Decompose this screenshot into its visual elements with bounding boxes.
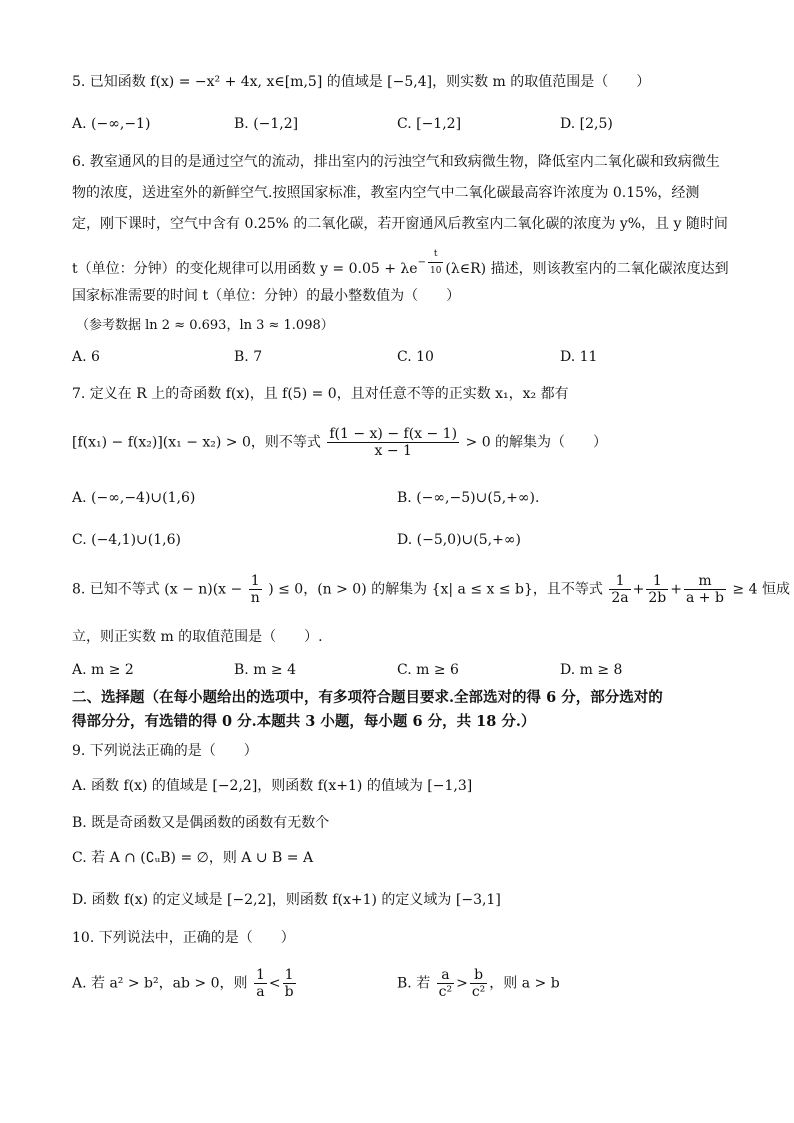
q6-line-4-text-a: t（单位：分钟）的变化规律可以用函数 y = 0.05 + λe bbox=[72, 261, 418, 277]
q10-option-b: B. 若 $\frac{a}{\text{c²}}$ > $\frac{b}{\text{c²}}$ ，则 a > b bbox=[397, 967, 560, 1000]
q10-b-frac-1-den: c² bbox=[438, 984, 453, 1000]
q8-option-c: C. m ≥ 6 bbox=[397, 662, 459, 678]
q10-a-frac-1-den: a bbox=[256, 984, 265, 1000]
section-2-heading-line-2: 得部分分，有选错的得 0 分.本题共 3 小题，每小题 6 分，共 18 分.） bbox=[72, 713, 536, 730]
q7-frac-num: f(1 − x) − f(x − 1) bbox=[329, 426, 458, 442]
q5-option-d: D. [2,5) bbox=[560, 116, 613, 132]
q10-a-fraction-2 bbox=[283, 967, 296, 1000]
q8-option-a: A. m ≥ 2 bbox=[72, 662, 134, 678]
q10-stem: 10. 下列说法中，正确的是（ ） bbox=[72, 930, 295, 946]
q8-frac-4-num: m bbox=[684, 573, 726, 590]
q8-frac-1-num: 1 bbox=[249, 573, 262, 590]
q7-option-c: C. (−4,1)∪(1,6) bbox=[72, 532, 181, 548]
q10-b-frac-2-num: b bbox=[470, 967, 487, 984]
q7-line-2-text-a: [f(x₁) − f(x₂)](x₁ − x₂) > 0，则不等式 bbox=[72, 434, 321, 451]
q8-line-1: 8. 已知不等式 (x − n)(x − $\frac{1}{n}$ ) ≤ 0，(n > 0) 的解集为 {x| a ≤ x ≤ b}，且不等式 $\frac{1}{2a}$ + $\frac{1}{2b}$ + $\frac{m}{a + b}$ ≥ 4 恒成 bbox=[72, 573, 790, 606]
q6-line-4 bbox=[72, 246, 729, 279]
q10-a-frac-2-den: b bbox=[284, 984, 294, 1000]
q6-exp-num: t bbox=[428, 246, 443, 263]
q6-line-5: 国家标准需要的时间 t（单位：分钟）的最小整数值为（ ） bbox=[72, 288, 461, 304]
q5-stem: 5. 已知函数 f(x) = −x² + 4x, x∈[m,5] 的值域是 [−5,4]，则实数 m 的取值范围是（ ） bbox=[72, 74, 651, 90]
q7-option-a: A. (−∞,−4)∪(1,6) bbox=[72, 490, 196, 506]
q7-option-b: B. (−∞,−5)∪(5,+∞). bbox=[397, 490, 540, 506]
q10-option-a: A. 若 a² > b²，ab > 0，则 $\frac{1}{a}$ < $\frac{1}{b}$ bbox=[72, 967, 294, 1000]
q5-option-c: C. [−1,2] bbox=[397, 116, 462, 132]
q6-line-2: 物的浓度，送进室外的新鲜空气.按照国家标准，教室内空气中二氧化碳最高容许浓度为 0.15%，经测 bbox=[72, 185, 700, 201]
q6-option-a: A. 6 bbox=[72, 349, 100, 365]
q8-fraction-1 bbox=[249, 573, 262, 606]
q6-exponent: − t 10 bbox=[418, 257, 446, 268]
q6-option-d: D. 11 bbox=[560, 349, 598, 365]
q8-frac-3-den: 2b bbox=[648, 590, 667, 606]
q10-option-b-text-b: ，则 a > b bbox=[489, 975, 560, 992]
q8-frac-3-num: 1 bbox=[646, 573, 668, 590]
q6-exp-den: 10 bbox=[429, 266, 442, 276]
q10-a-fraction-1 bbox=[254, 967, 267, 1000]
q8-line-1-text-b: ) ≤ 0，(n > 0) 的解集为 {x| a ≤ x ≤ b}，且不等式 bbox=[268, 581, 603, 598]
q6-line-1: 6. 教室通风的目的是通过空气的流动，排出室内的污浊空气和致病微生物，降低室内二氧化碳和致病微生 bbox=[72, 154, 720, 170]
q10-option-b-text-a: B. 若 bbox=[397, 975, 431, 992]
q10-b-frac-2-den: c² bbox=[471, 984, 486, 1000]
q8-option-d: D. m ≥ 8 bbox=[560, 662, 623, 678]
q5-option-a: A. (−∞,−1) bbox=[72, 116, 151, 132]
q8-line-1-text-c: ≥ 4 恒成 bbox=[732, 581, 790, 598]
q8-line-2: 立，则正实数 m 的取值范围是（ ）. bbox=[72, 629, 323, 645]
q10-b-fraction-2 bbox=[470, 967, 487, 1000]
q8-line-1-text-a: 8. 已知不等式 (x − n)(x − bbox=[72, 581, 243, 598]
q7-frac-den: x − 1 bbox=[374, 443, 412, 459]
q5-option-b: B. (−1,2] bbox=[234, 116, 299, 132]
q10-option-a-text: A. 若 a² > b²，ab > 0，则 bbox=[72, 975, 248, 992]
q8-frac-4-den: a + b bbox=[686, 590, 724, 606]
q6-line-3: 定，刚下课时，空气中含有 0.25% 的二氧化碳，若开窗通风后教室内二氧化碳的浓度为 y%，且 y 随时间 bbox=[72, 216, 728, 232]
q6-option-c: C. 10 bbox=[397, 349, 434, 365]
q8-option-b: B. m ≥ 4 bbox=[234, 662, 297, 678]
q7-line-2 bbox=[72, 426, 607, 459]
q10-b-frac-1-num: a bbox=[437, 967, 454, 984]
q7-line-2-text-b: > 0 的解集为（ ） bbox=[465, 434, 608, 451]
q9-option-a: A. 函数 f(x) 的值域是 [−2,2]，则函数 f(x+1) 的值域为 [−1,3] bbox=[72, 778, 473, 794]
q8-fraction-4 bbox=[684, 573, 726, 606]
q10-a-frac-1-num: 1 bbox=[255, 967, 265, 983]
q8-fraction-3 bbox=[646, 573, 668, 606]
q10-a-frac-2-num: 1 bbox=[283, 967, 296, 984]
q6-line-4-text-b: (λ∈R) 描述，则该教室内的二氧化碳浓度达到 bbox=[445, 261, 729, 277]
q6-reference-data: （参考数据 ln 2 ≈ 0.693，ln 3 ≈ 1.098） bbox=[76, 318, 334, 333]
q7-fraction bbox=[327, 426, 459, 459]
q8-frac-1-den: n bbox=[250, 590, 260, 606]
q7-option-d: D. (−5,0)∪(5,+∞) bbox=[397, 532, 521, 548]
q10-b-fraction-1 bbox=[437, 967, 454, 1000]
q9-option-c: C. 若 A ∩ (∁ᵤB) = ∅，则 A ∪ B = A bbox=[72, 850, 314, 866]
q6-option-b: B. 7 bbox=[234, 349, 263, 365]
q8-frac-2-den: 2a bbox=[611, 590, 629, 606]
q8-fraction-2 bbox=[609, 573, 630, 606]
q8-frac-2-num: 1 bbox=[609, 573, 630, 590]
section-2-heading-line-1: 二、选择题（在每小题给出的选项中，有多项符合题目要求.全部选对的得 6 分，部分选对的 bbox=[72, 689, 663, 706]
q9-stem: 9. 下列说法正确的是（ ） bbox=[72, 743, 258, 759]
q9-option-b: B. 既是奇函数又是偶函数的函数有无数个 bbox=[72, 815, 330, 831]
q9-option-d: D. 函数 f(x) 的定义域是 [−2,2]，则函数 f(x+1) 的定义域为 [−3,1] bbox=[72, 892, 501, 908]
q7-line-1: 7. 定义在 R 上的奇函数 f(x)，且 f(5) = 0，且对任意不等的正实数 x₁，x₂ 都有 bbox=[72, 386, 569, 402]
